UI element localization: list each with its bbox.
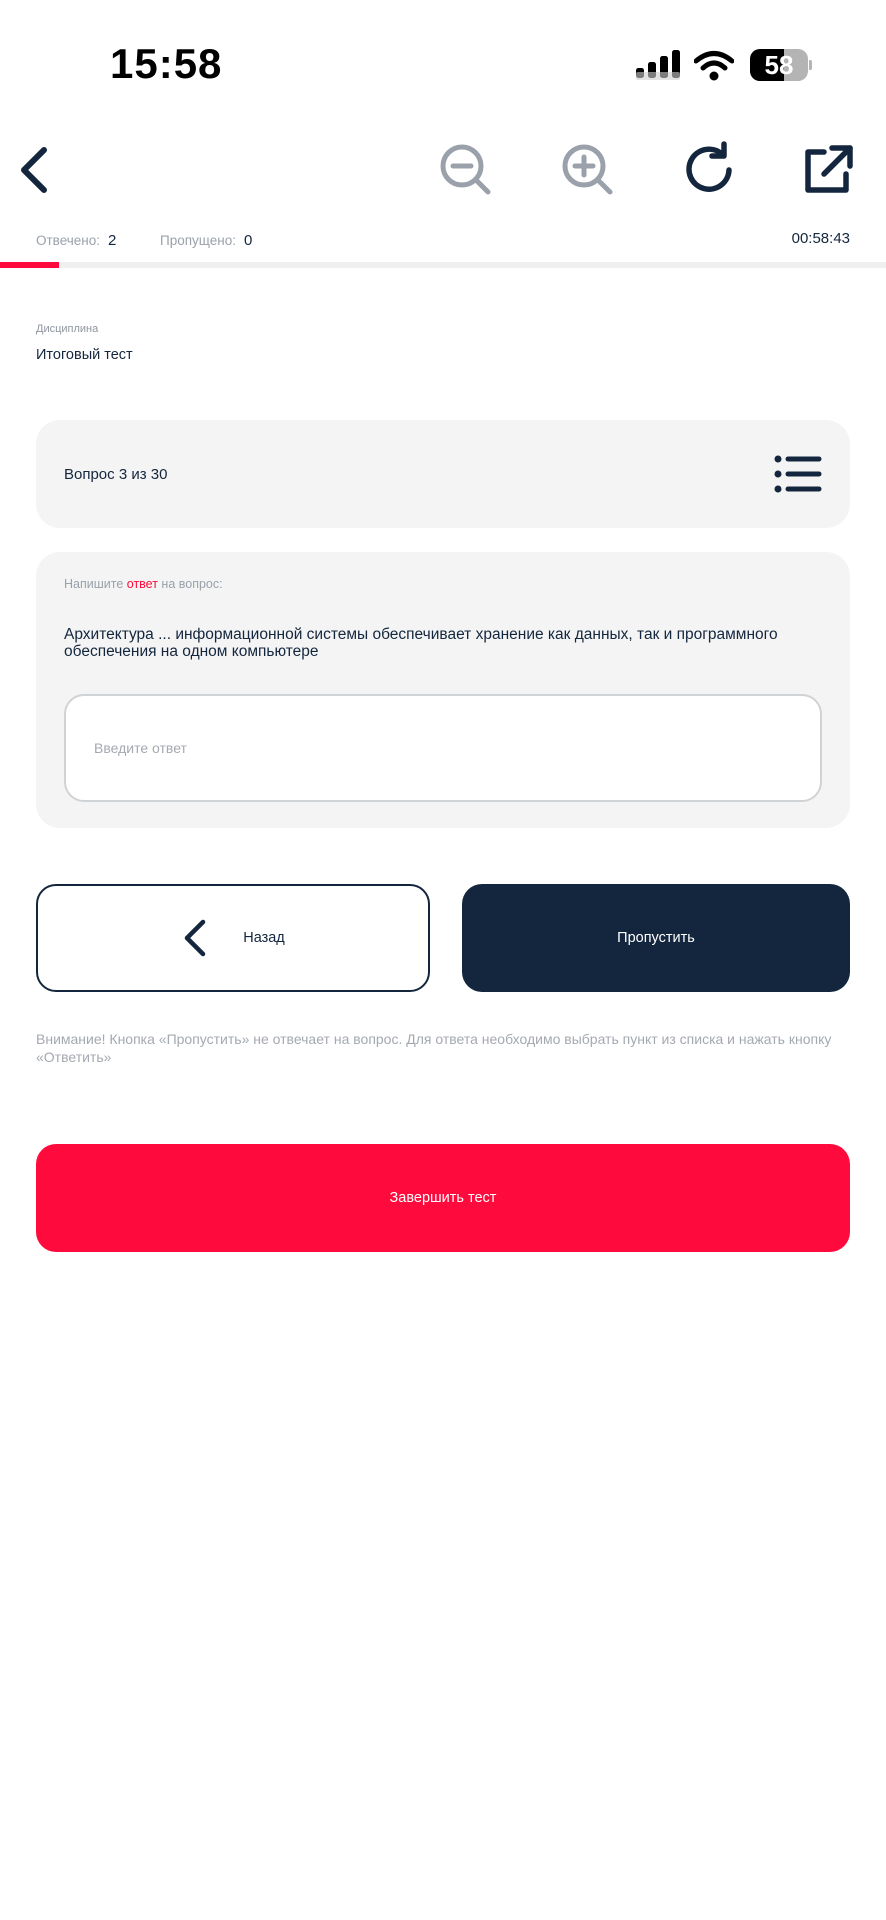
zoom-in-button[interactable] bbox=[558, 140, 618, 200]
question-list-button[interactable] bbox=[774, 454, 822, 494]
answered-stat bbox=[36, 232, 116, 249]
zoom-out-icon bbox=[436, 140, 496, 200]
refresh-button[interactable] bbox=[680, 140, 740, 200]
chevron-left-icon bbox=[14, 140, 54, 200]
external-link-button[interactable] bbox=[798, 140, 858, 200]
question-card bbox=[36, 552, 850, 828]
hint-accent: ответ bbox=[126, 577, 158, 591]
progress-bar-fill bbox=[0, 262, 59, 268]
back-button[interactable] bbox=[36, 884, 430, 992]
refresh-icon bbox=[680, 140, 740, 200]
status-time: 15:58 bbox=[110, 40, 223, 87]
timer: 00:58:43 bbox=[791, 230, 850, 247]
skip-button-label: Пропустить bbox=[617, 930, 695, 946]
skipped-stat bbox=[160, 232, 252, 249]
skip-button[interactable] bbox=[462, 884, 850, 992]
wifi-icon bbox=[694, 50, 734, 82]
battery-level: 58 bbox=[764, 50, 794, 80]
answered-label: Отвечено: bbox=[36, 233, 101, 248]
question-nav-card bbox=[36, 420, 850, 528]
back-nav-button[interactable] bbox=[14, 140, 54, 200]
answered-count: 2 bbox=[108, 232, 117, 249]
battery-indicator bbox=[750, 49, 812, 81]
skipped-label: Пропущено: bbox=[160, 233, 236, 248]
answer-input[interactable] bbox=[64, 694, 822, 802]
skip-warning: Внимание! Кнопка «Пропустить» не отвечает на вопрос. Для ответа необходимо выбрать пункт из списка и нажать кнопку «Ответить» bbox=[36, 1031, 832, 1065]
hint-prefix: Напишите bbox=[64, 577, 127, 591]
zoom-in-icon bbox=[558, 140, 618, 200]
hint-suffix: на вопрос: bbox=[157, 577, 223, 591]
external-link-icon bbox=[798, 140, 858, 200]
chevron-left-icon bbox=[181, 918, 209, 958]
answer-hint bbox=[64, 577, 223, 591]
question-counter: Вопрос 3 из 30 bbox=[64, 466, 168, 483]
question-text: Архитектура ... информационной системы обеспечивает хранение как данных, так и программного обеспечения на одном компьютере bbox=[64, 626, 778, 660]
finish-test-button[interactable] bbox=[36, 1144, 850, 1252]
discipline-label: Дисциплина bbox=[36, 323, 99, 335]
zoom-out-button[interactable] bbox=[436, 140, 496, 200]
finish-test-label: Завершить тест bbox=[389, 1190, 497, 1206]
list-icon bbox=[774, 454, 822, 494]
skipped-count: 0 bbox=[243, 232, 253, 249]
progress-bar bbox=[0, 262, 886, 268]
cellular-signal-icon bbox=[636, 50, 682, 82]
back-button-label: Назад bbox=[243, 930, 285, 946]
discipline-name: Итоговый тест bbox=[36, 347, 133, 363]
progress-stats bbox=[36, 230, 850, 250]
